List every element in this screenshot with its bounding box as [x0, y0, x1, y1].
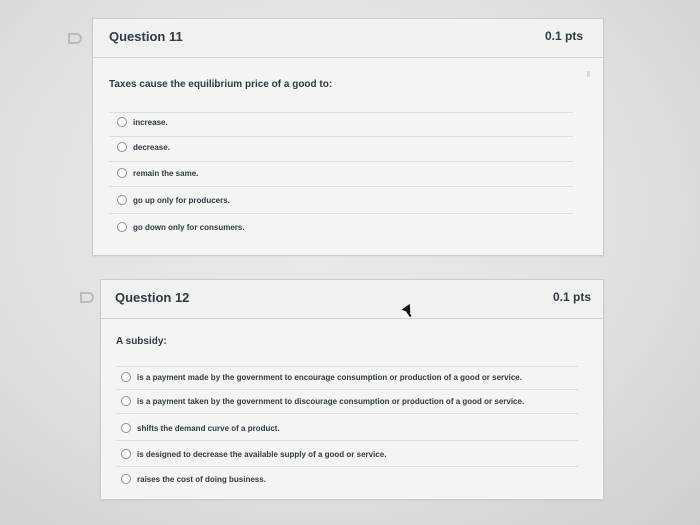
question-12-points: 0.1 pts [552, 290, 591, 304]
question-12-card [100, 279, 604, 500]
option-label: is a payment made by the government to encourage consumption or production of a good or service. [137, 372, 522, 382]
radio-button[interactable] [117, 195, 127, 205]
question-12-divider [116, 366, 578, 367]
radio-button[interactable] [117, 117, 127, 127]
question-12-divider [116, 466, 578, 467]
question-12-divider [116, 413, 578, 414]
option-label: is designed to decrease the available supply of a good or service. [137, 449, 387, 459]
option-label: decrease. [133, 142, 170, 152]
question-12-option-5[interactable] [121, 471, 266, 487]
question-11-divider [109, 161, 573, 162]
radio-button[interactable] [117, 168, 127, 178]
question-11-title: Question 11 [109, 29, 183, 44]
radio-button[interactable] [121, 396, 131, 406]
question-12-divider [116, 389, 578, 390]
radio-button[interactable] [121, 423, 131, 433]
option-label: is a payment taken by the government to discourage consumption or production of a good or service. [137, 396, 525, 406]
option-label: go up only for producers. [133, 195, 230, 205]
question-12-option-4[interactable] [121, 446, 386, 462]
option-label: go down only for consumers. [133, 222, 245, 232]
question-11-divider [109, 186, 573, 187]
question-11-header [93, 19, 603, 58]
question-11-divider [109, 136, 573, 137]
radio-button[interactable] [121, 449, 131, 459]
question-12-option-1[interactable] [121, 369, 522, 385]
question-11-option-5[interactable] [117, 219, 245, 235]
question-12-prompt: A subsidy: [116, 336, 167, 347]
question-12-option-2[interactable] [121, 393, 524, 409]
question-11-prompt: Taxes cause the equilibrium price of a good to: [109, 79, 333, 90]
question-12-header [101, 280, 603, 319]
question-11-option-3[interactable] [117, 165, 198, 181]
flag-question-11-icon[interactable] [68, 33, 82, 44]
option-label: raises the cost of doing business. [137, 474, 266, 484]
scroll-indicator [587, 71, 590, 77]
question-12-option-3[interactable] [121, 420, 280, 436]
question-12-divider [116, 440, 578, 441]
radio-button[interactable] [117, 142, 127, 152]
radio-button[interactable] [117, 222, 127, 232]
question-11-option-4[interactable] [117, 192, 230, 208]
question-11-points: 0.1 pts [544, 29, 583, 43]
flag-question-12-icon[interactable] [80, 292, 94, 303]
option-label: shifts the demand curve of a product. [137, 423, 280, 433]
question-11-option-1[interactable] [117, 114, 168, 130]
question-12-title: Question 12 [115, 290, 190, 305]
question-11-card [92, 18, 604, 256]
option-label: remain the same. [133, 168, 199, 178]
question-11-divider [109, 112, 573, 113]
radio-button[interactable] [121, 372, 131, 382]
question-11-option-2[interactable] [117, 139, 170, 155]
question-11-divider [109, 213, 573, 214]
option-label: increase. [133, 117, 168, 127]
radio-button[interactable] [121, 474, 131, 484]
